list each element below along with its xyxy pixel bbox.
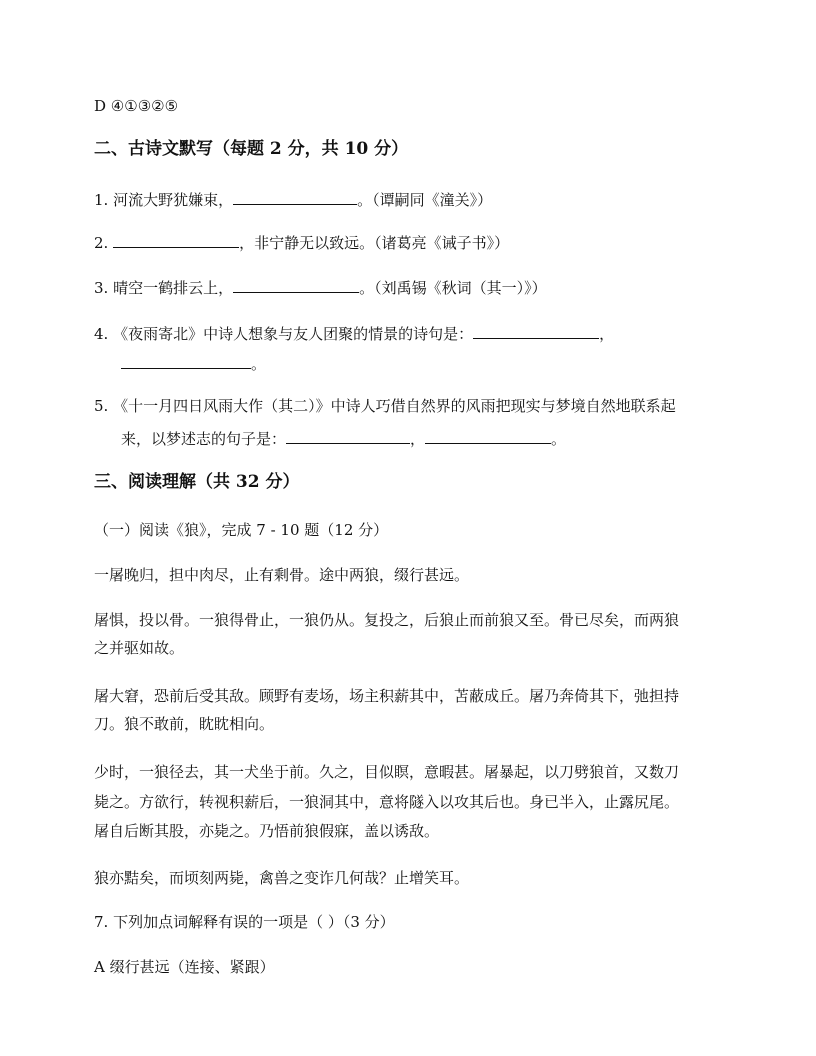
question-1 bbox=[94, 188, 492, 210]
q5-end: 。 bbox=[551, 430, 567, 448]
question-5-continued bbox=[121, 427, 566, 449]
q5-separator: ， bbox=[410, 430, 426, 448]
question-5: 5. 《十一月四日风雨大作（其二）》中诗人巧借自然界的风雨把现实与梦境自然地联系起 bbox=[94, 397, 676, 415]
section-3-heading: 三、阅读理解（共 32 分） bbox=[94, 472, 300, 492]
q1-text: 1. 河流大野犹嫌束， bbox=[94, 191, 234, 209]
q1-source: 。（谭嗣同《潼关》） bbox=[357, 191, 493, 209]
q5-blank-2[interactable] bbox=[425, 427, 551, 444]
passage-paragraph-1: 一屠晚归，担中肉尽，止有剩骨。途中两狼，缀行甚远。 bbox=[94, 566, 470, 584]
q3-blank[interactable] bbox=[233, 276, 359, 293]
q2-blank[interactable] bbox=[113, 231, 239, 248]
option-d: D ④①③②⑤ bbox=[94, 97, 179, 115]
question-4 bbox=[94, 322, 614, 344]
question-7-option-a: A 缀行甚远（连接、紧跟） bbox=[94, 958, 275, 976]
q2-number: 2. bbox=[94, 234, 114, 252]
q4-end: 。 bbox=[251, 355, 267, 373]
q4-blank-2[interactable] bbox=[121, 352, 251, 369]
passage-paragraph-2-line-1: 屠惧，投以骨。一狼得骨止，一狼仍从。复投之，后狼止而前狼又至。骨已尽矣，而两狼 bbox=[94, 611, 680, 629]
section-2-heading: 二、古诗文默写（每题 2 分，共 10 分） bbox=[94, 139, 409, 159]
subsection-1-title: （一）阅读《狼》，完成 7 - 10 题（12 分） bbox=[94, 521, 389, 539]
q3-source: 。（刘禹锡《秋词（其一）》） bbox=[359, 279, 547, 297]
q1-blank[interactable] bbox=[233, 188, 357, 205]
q4-blank-1[interactable] bbox=[473, 322, 599, 339]
q3-text: 3. 晴空一鹤排云上， bbox=[94, 279, 234, 297]
passage-paragraph-5: 狼亦黠矣，而顷刻两毙，禽兽之变诈几何哉？止增笑耳。 bbox=[94, 869, 470, 887]
passage-paragraph-3-line-2: 刀。狼不敢前，眈眈相向。 bbox=[94, 715, 275, 733]
passage-paragraph-4-line-3: 屠自后断其股，亦毙之。乃悟前狼假寐，盖以诱敌。 bbox=[94, 822, 440, 840]
question-2 bbox=[94, 231, 509, 253]
q2-text: ，非宁静无以致远。（诸葛亮《诫子书》） bbox=[239, 234, 510, 252]
passage-paragraph-4-line-1: 少时，一狼径去，其一犬坐于前。久之，目似瞑，意暇甚。屠暴起，以刀劈狼首，又数刀 bbox=[94, 763, 680, 781]
passage-paragraph-2-line-2: 之并驱如故。 bbox=[94, 639, 185, 657]
question-4-continued bbox=[121, 352, 266, 374]
q4-separator: ， bbox=[599, 325, 615, 343]
q5-text: 来，以梦述志的句子是： bbox=[121, 430, 287, 448]
q4-text: 4. 《夜雨寄北》中诗人想象与友人团聚的情景的诗句是： bbox=[94, 325, 474, 343]
passage-paragraph-4-line-2: 毙之。方欲行，转视积薪后，一狼洞其中，意将隧入以攻其后也。身已半入，止露尻尾。 bbox=[94, 793, 680, 811]
question-3 bbox=[94, 276, 547, 298]
question-7: 7. 下列加点词解释有误的一项是（ ）（3 分） bbox=[94, 913, 395, 931]
passage-paragraph-3-line-1: 屠大窘，恐前后受其敌。顾野有麦场，场主积薪其中，苫蔽成丘。屠乃奔倚其下，弛担持 bbox=[94, 687, 680, 705]
q5-blank-1[interactable] bbox=[286, 427, 410, 444]
